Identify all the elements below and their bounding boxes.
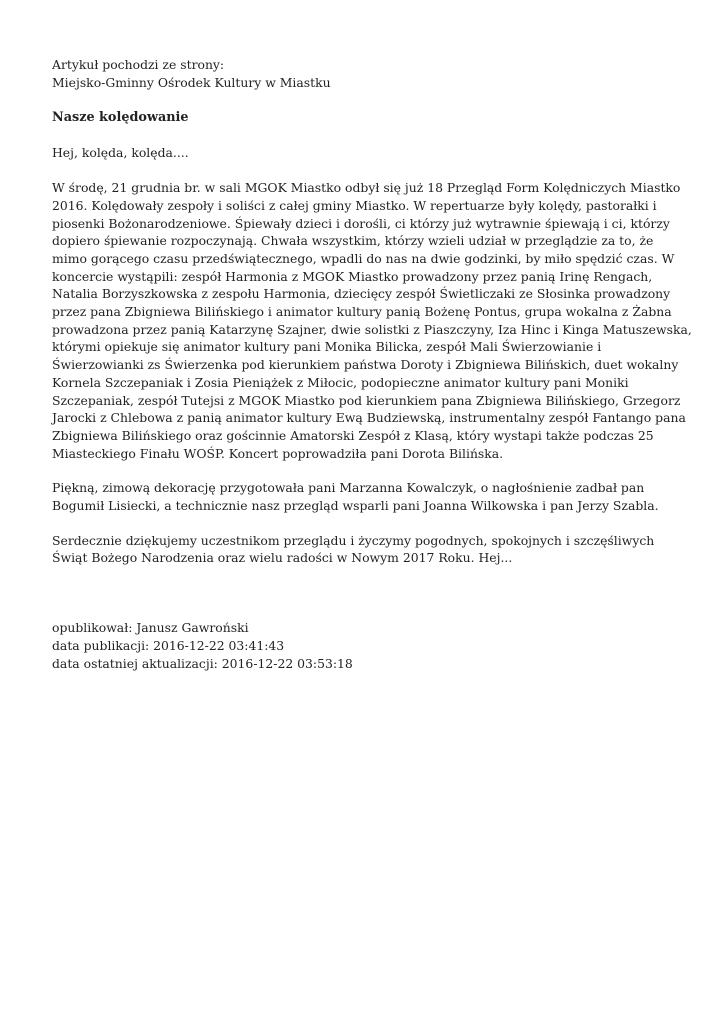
article-paragraph-2: [52, 479, 682, 514]
paragraph-line: którymi opiekuje się animator kultury pani Monika Bilicka, zespół Mali Świerzowianie i: [52, 339, 602, 355]
paragraph-line: mimo gorącego czasu przedświątecznego, wpadli do nas na dwie godzinki, by miło spędzić czas. W: [52, 250, 675, 266]
paragraph-line: Kornela Szczepaniak i Zosia Pieniążek z Miłocic, podopieczne animator kultury pani Moniki: [52, 374, 629, 390]
updated-date: data ostatniej aktualizacji: 2016-12-22 03:53:18: [52, 655, 353, 671]
paragraph-line: Piękną, zimową dekorację przygotowała pani Marzanna Kowalczyk, o nagłośnienie zadbał pan: [52, 480, 645, 496]
article-paragraph-1: [52, 179, 692, 462]
paragraph-line: przez pana Zbigniewa Bilińskiego i animator kultury panią Bożenę Pontus, grupa wokalna z Żabna: [52, 304, 672, 320]
paragraph-line: Świerzowianki zs Świerzenka pod kierunkiem państwa Doroty i Zbigniewa Bilińskich, duet wokalny: [52, 357, 679, 373]
paragraph-line: 2016. Kolędowały zespoły i soliści z całej gminy Miastko. W repertuarze były kolędy, pastorałki i: [52, 197, 657, 213]
paragraph-line: piosenki Bożonarodzeniowe. Śpiewały dzieci i dorośli, ci którzy już wytrawnie śpiewają i ci, którzy: [52, 215, 670, 231]
article-page: [52, 56, 692, 672]
published-date: data publikacji: 2016-12-22 03:41:43: [52, 637, 285, 653]
publication-meta: [52, 619, 682, 672]
article-greeting: Hej, kolęda, kolęda....: [52, 145, 189, 161]
paragraph-line: Serdecznie dziękujemy uczestnikom przeglądu i życzymy pogodnych, spokojnych i szczęśliwych: [52, 532, 655, 548]
paragraph-line: Miasteckiego Finału WOŚP. Koncert poprowadziła pani Dorota Bilińska.: [52, 445, 504, 461]
paragraph-line: Świąt Bożego Narodzenia oraz wielu radości w Nowym 2017 Roku. Hej...: [52, 550, 513, 566]
source-name: Miejsko-Gminny Ośrodek Kultury w Miastku: [52, 74, 331, 90]
source-label: Artykuł pochodzi ze strony:: [52, 57, 225, 72]
paragraph-line: Szczepaniak, zespół Tutejsi z MGOK Miastko pod kierunkiem pana Zbigniewa Bilińskiego, Grzegorz: [52, 392, 681, 408]
paragraph-line: Bogumił Lisiecki, a technicznie nasz przegląd wsparli pani Joanna Wilkowska i pan Jerzy Szabla.: [52, 498, 659, 514]
paragraph-line: Zbigniewa Bilińskiego oraz gościnnie Amatorski Zespół z Klasą, który wystapi także podczas 25: [52, 427, 654, 443]
source-info: [52, 56, 682, 91]
article-paragraph-3: [52, 532, 682, 567]
paragraph-line: W środę, 21 grudnia br. w sali MGOK Miastko odbył się już 18 Przegląd Form Kolędniczych Miastko: [52, 180, 681, 196]
article-title: Nasze kolędowanie: [52, 110, 189, 126]
paragraph-line: Natalia Borzyszkowska z zespołu Harmonia, dziecięcy zespół Świetliczaki ze Słosinka prowadzony: [52, 286, 671, 302]
paragraph-line: prowadzona przez panią Katarzynę Szajner, dwie solistki z Piaszczyny, Iza Hinc i Kinga Matuszewska,: [52, 321, 692, 337]
paragraph-line: dopiero śpiewanie rozpoczynają. Chwała wszystkim, którzy wzieli udział w przeglądzie za to, że: [52, 233, 654, 249]
paragraph-line: koncercie wystąpili: zespół Harmonia z MGOK Miastko prowadzony przez panią Irinę Rengach,: [52, 268, 653, 284]
author-line: opublikował: Janusz Gawroński: [52, 620, 249, 636]
paragraph-line: Jarocki z Chlebowa z panią animator kultury Ewą Budziewską, instrumentalny zespół Fantango pana: [52, 410, 686, 426]
